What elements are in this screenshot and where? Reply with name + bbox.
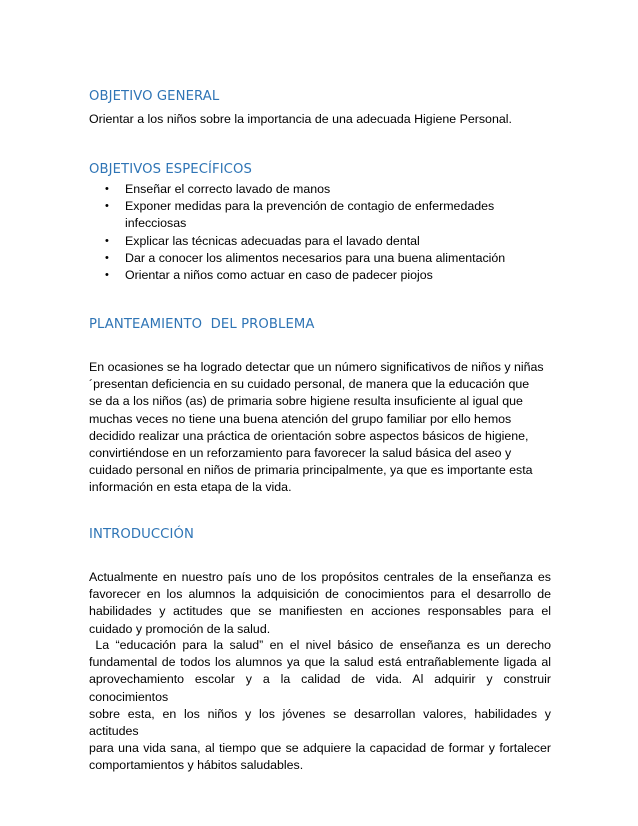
- paragraph-line: para una vida sana, al tiempo que se adquiere la capacidad de formar y fortalecer: [89, 741, 551, 756]
- objetivo-general-text: Orientar a los niños sobre la importancia de una adecuada Higiene Personal.: [89, 112, 512, 126]
- list-item-text: Explicar las técnicas adecuadas para el lavado dental: [125, 233, 420, 248]
- bullet-icon: •: [105, 234, 109, 247]
- bullet-icon: •: [105, 183, 109, 195]
- paragraph-line: sobre esta, en los niños y los jóvenes se desarrollan valores, habilidades y actitudes: [89, 706, 551, 739]
- paragraph-line: muchas veces no tiene una buena atención del grupo familiar por ello hemos: [89, 411, 512, 426]
- list-item-text: Orientar a niños como actuar en caso de padecer piojos: [125, 268, 433, 283]
- paragraph-line: convirtiéndose en un reforzamiento para favorecer la salud básica del aseo y: [89, 446, 512, 461]
- objetivos-especificos-heading: OBJETIVOS ESPECÍFICOS: [89, 162, 252, 177]
- paragraph-line: favorecer en los alumnos la adquisición de conocimientos para el desarrollo de: [89, 587, 551, 602]
- bullet-icon: •: [105, 269, 109, 282]
- planteamiento-heading: PLANTEAMIENTO DEL PROBLEMA: [89, 317, 315, 332]
- objetivos-especificos-list: [89, 181, 549, 284]
- list-item-text: Enseñar el correcto lavado de manos: [125, 182, 331, 196]
- paragraph-line: cuidado y promoción de la salud.: [89, 621, 271, 636]
- planteamiento-paragraph: [89, 359, 551, 497]
- paragraph-line: En ocasiones se ha logrado detectar que un número significativos de niños y niñas: [89, 360, 544, 374]
- introduccion-heading: INTRODUCCIÓN: [89, 527, 194, 542]
- list-item-text: Exponer medidas para la prevención de contagio de enfermedades infecciosas: [125, 199, 495, 231]
- list-item: [89, 250, 549, 267]
- paragraph-line: cuidado personal en niños de primaria principalmente, ya que es importante esta: [89, 463, 533, 478]
- paragraph-line: ´presentan deficiencia en su cuidado personal, de manera que la educación que: [89, 377, 530, 392]
- paragraph-line: Actualmente en nuestro país uno de los propósitos centrales de la enseñanza es: [89, 570, 551, 584]
- paragraph-line: decidido realizar una práctica de orientación sobre aspectos básicos de higiene,: [89, 428, 529, 443]
- objetivo-general-heading: OBJETIVO GENERAL: [89, 89, 220, 104]
- paragraph-line: información en esta etapa de la vida.: [89, 480, 292, 495]
- paragraph-line: se da a los niños (as) de primaria sobre higiene resulta insuficiente al igual que: [89, 394, 523, 409]
- paragraph-line: aprovechamiento escolar y a la calidad de vida. Al adquirir y construir conocimientos: [89, 672, 551, 704]
- paragraph-line: comportamientos y hábitos saludables.: [89, 758, 304, 773]
- paragraph-line: fundamental de todos los alumnos ya que la salud está entrañablemente ligada al: [89, 655, 551, 670]
- list-item: [89, 181, 549, 198]
- list-item: [89, 198, 549, 232]
- paragraph-line: habilidades y actitudes que se manifiesten en acciones responsables para el: [89, 604, 551, 619]
- introduccion-paragraph-2: [89, 637, 551, 775]
- list-item-text: Dar a conocer los alimentos necesarios para una buena alimentación: [125, 250, 506, 265]
- introduccion-paragraph-1: [89, 569, 551, 638]
- list-item: [89, 267, 549, 284]
- bullet-icon: •: [105, 200, 109, 213]
- list-item: [89, 233, 549, 250]
- bullet-icon: •: [105, 251, 109, 264]
- paragraph-line: La “educación para la salud” en el nivel básico de enseñanza es un derecho: [89, 638, 552, 652]
